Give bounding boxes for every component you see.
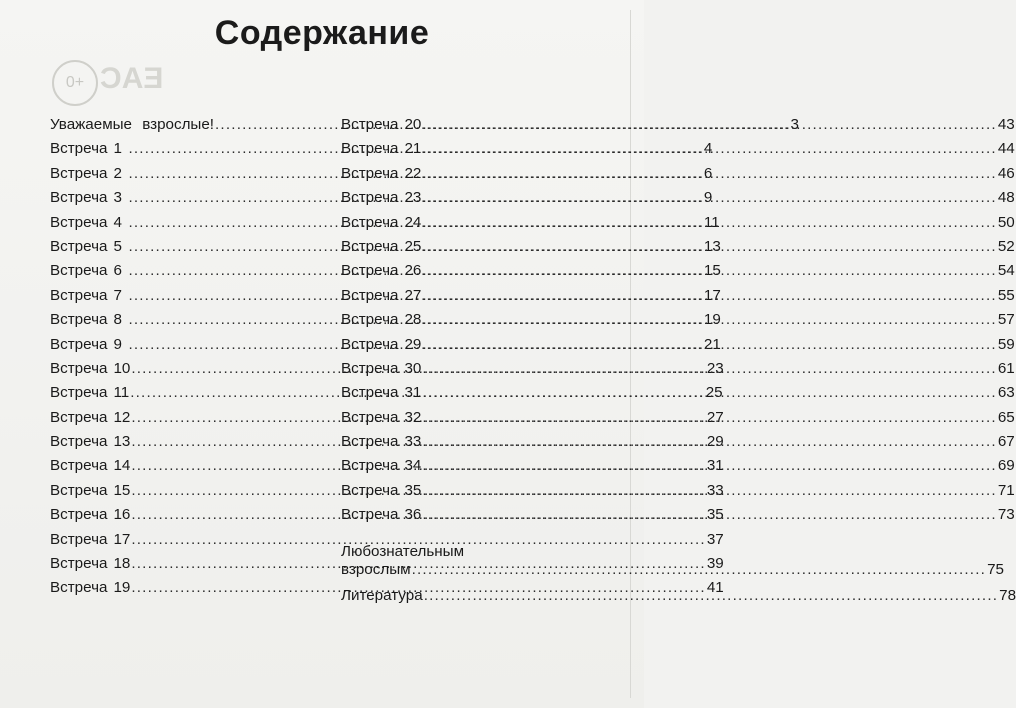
- dot-leader: [422, 140, 996, 157]
- toc-entry-number: 4: [113, 213, 122, 231]
- toc-entry-label: Встреча: [341, 262, 399, 280]
- toc-entry-number: 9: [113, 335, 122, 353]
- toc-entry-label: Встреча: [341, 335, 399, 353]
- toc-entry-number: 27: [404, 286, 422, 304]
- toc-entry-label: Встреча: [50, 262, 108, 280]
- toc-entry-number: 5: [113, 237, 122, 255]
- toc-entry-page: 11: [703, 213, 720, 231]
- toc-entry-label: Встреча: [50, 579, 108, 597]
- toc-entry-label: Встреча: [341, 506, 399, 524]
- dot-leader: [422, 409, 996, 426]
- toc-entry-page: 13: [703, 237, 721, 255]
- toc-entry-page: 55: [997, 286, 1015, 304]
- toc-entry-number: 21: [404, 140, 422, 158]
- toc-entry-page: 41: [706, 579, 724, 597]
- toc-entry-label: Встреча: [50, 457, 108, 475]
- toc-entry-label: Встреча: [341, 384, 399, 402]
- toc-entry-page: 54: [997, 262, 1015, 280]
- dot-leader: [422, 287, 996, 304]
- toc-entry-label: Встреча: [50, 140, 108, 158]
- toc-entry-page: 48: [997, 189, 1015, 207]
- toc-entry-label: Встреча: [341, 408, 399, 426]
- toc-entry-number: 19: [113, 579, 131, 597]
- toc-entry-label: Встреча: [341, 164, 399, 182]
- toc-entry-number: 22: [404, 164, 422, 182]
- toc-entry-page: 69: [997, 457, 1015, 475]
- toc-entry: [341, 164, 1015, 189]
- toc-entry: [341, 116, 1015, 140]
- toc-entry-number: 17: [113, 530, 131, 548]
- toc-entry-label: Встреча: [341, 481, 399, 499]
- toc-entry-number: 24: [404, 213, 422, 231]
- dot-leader: [422, 116, 996, 133]
- toc-entry-label: Литература: [341, 586, 423, 604]
- dot-leader: [422, 457, 996, 474]
- toc-entry-page: 33: [706, 481, 724, 499]
- toc-entry-number: 30: [404, 359, 422, 377]
- toc-entry-label-line1: Любознательным: [341, 542, 465, 560]
- toc-entry-number: 13: [113, 433, 131, 451]
- toc-entry-label: Встреча: [50, 384, 108, 402]
- toc-entry-page: 59: [997, 335, 1015, 353]
- toc-entry-number: 16: [113, 506, 131, 524]
- toc-entry-number: 1: [113, 140, 122, 158]
- toc-entry-page: 17: [703, 286, 721, 304]
- toc-entry-page: 25: [705, 384, 723, 402]
- toc-entry-page: 15: [703, 262, 721, 280]
- toc-entry-page: 21: [703, 335, 721, 353]
- toc-entry-page: 50: [997, 213, 1015, 231]
- toc-entry-page: 78: [999, 586, 1016, 604]
- age-rating-logo: 0+: [52, 60, 98, 106]
- dot-leader: [422, 482, 996, 499]
- dot-leader: [422, 336, 996, 353]
- toc-entry-label: Встреча: [50, 530, 108, 548]
- toc-entry-label: Встреча: [50, 237, 108, 255]
- toc-entry-page: 52: [997, 237, 1015, 255]
- toc-entry-label: Встреча: [50, 286, 108, 304]
- toc-entry-number: 31: [404, 384, 422, 402]
- toc-entry-page: 37: [706, 530, 724, 548]
- toc-entry-number: 26: [404, 262, 422, 280]
- toc-entry-page: 57: [997, 311, 1015, 329]
- toc-entry-number: 18: [113, 555, 131, 573]
- page-title: Содержание: [214, 14, 430, 52]
- toc-entry-number: 14: [113, 457, 131, 475]
- toc-entry-number: 29: [404, 335, 422, 353]
- toc-entry-number: 3: [113, 189, 122, 207]
- toc-entry-label: Встреча: [50, 311, 108, 329]
- toc-entry-label: Встреча: [50, 506, 108, 524]
- dot-leader: [422, 433, 996, 450]
- toc-entry-label: Встреча: [341, 457, 399, 475]
- dot-leader: [422, 165, 996, 182]
- toc-entry-label: Встреча: [341, 140, 399, 158]
- toc-entry-page: 46: [997, 164, 1015, 182]
- toc-entry-label: Встреча: [341, 116, 399, 133]
- dot-leader: [422, 214, 996, 231]
- toc-entry-page: 9: [703, 189, 713, 207]
- toc-entry-page: 43: [997, 116, 1015, 133]
- toc-entry-number: 28: [404, 311, 422, 329]
- toc-entry-number: 20: [404, 116, 422, 133]
- toc-entry-page: 65: [997, 408, 1015, 426]
- toc-entry-label: Встреча: [341, 213, 399, 231]
- toc-entry-label: Встреча: [50, 433, 108, 451]
- toc-entry-page: 4: [703, 140, 713, 158]
- toc-entry-label: Встреча: [341, 433, 399, 451]
- toc-entry-page: 29: [706, 433, 724, 451]
- toc-entry-page: 3: [790, 116, 799, 133]
- toc-entry-label: Уважаемые взрослые!: [50, 116, 215, 133]
- toc-entry: [341, 140, 1015, 164]
- toc-entry-label: Встреча: [50, 189, 108, 207]
- dot-leader: [412, 561, 986, 579]
- toc-entry-page: 23: [706, 359, 724, 377]
- toc-entry-label: Встреча: [50, 408, 108, 426]
- toc-entry-number: 23: [404, 189, 422, 207]
- toc-entry-page: 19: [703, 311, 721, 329]
- dot-leader: [424, 587, 998, 604]
- dot-leader: [422, 238, 996, 255]
- toc-entry-number: 11: [113, 384, 130, 402]
- toc-entry-label: Встреча: [341, 237, 399, 255]
- toc-entry-page: 44: [997, 140, 1015, 158]
- toc-entry-number: 34: [404, 457, 422, 475]
- toc-entry-page: 61: [997, 359, 1015, 377]
- toc-entry-label: Встреча: [341, 359, 399, 377]
- toc-entry-number: 10: [113, 359, 131, 377]
- dot-leader: [422, 262, 996, 279]
- toc-entry-page: 27: [706, 408, 724, 426]
- toc-entry-number: 7: [113, 286, 122, 304]
- eac-mark-icon: EAC: [100, 62, 164, 95]
- toc-entry-label: Встреча: [50, 164, 108, 182]
- toc-entry-number: 6: [113, 262, 122, 280]
- toc-entry-page: 73: [997, 506, 1015, 524]
- toc-entry-number: 35: [404, 481, 422, 499]
- dot-leader: [422, 506, 996, 523]
- toc-entry-label: Встреча: [341, 286, 399, 304]
- toc-entry-page: 39: [706, 555, 724, 573]
- toc-entry-label: Встреча: [50, 481, 108, 499]
- toc-entry-label: Встреча: [50, 335, 108, 353]
- toc-entry-page: 67: [997, 433, 1015, 451]
- toc-entry-page: 75: [987, 560, 1004, 578]
- toc-entry-label: Встреча: [341, 189, 399, 207]
- toc-entry-number: 2: [113, 164, 122, 182]
- toc-entry-label: Встреча: [50, 359, 108, 377]
- toc-entry-page: 6: [703, 164, 713, 182]
- toc-entry-label: Встреча: [341, 311, 399, 329]
- toc-entry-label: Встреча: [50, 213, 108, 231]
- toc-entry-page: 71: [997, 481, 1015, 499]
- toc-entry-number: 8: [113, 311, 122, 329]
- toc-entry-page: 63: [997, 384, 1015, 402]
- toc-entry-label-line2: взрослым: [341, 560, 411, 578]
- toc-entry-number: 25: [404, 237, 422, 255]
- toc-entry: [341, 189, 1015, 213]
- dot-leader: [422, 311, 996, 328]
- toc-entry-number: 32: [404, 408, 422, 426]
- dot-leader: [422, 384, 996, 401]
- toc-entry-number: 15: [113, 481, 131, 499]
- toc-entry-label: Встреча: [50, 555, 108, 573]
- toc-entry-page: 35: [706, 506, 724, 524]
- toc-entry-number: 36: [404, 506, 422, 524]
- toc-entry-page: 31: [706, 457, 724, 475]
- dot-leader: [422, 189, 996, 206]
- toc-entry-number: 33: [404, 433, 422, 451]
- toc-entry-number: 12: [113, 408, 131, 426]
- dot-leader: [422, 360, 996, 377]
